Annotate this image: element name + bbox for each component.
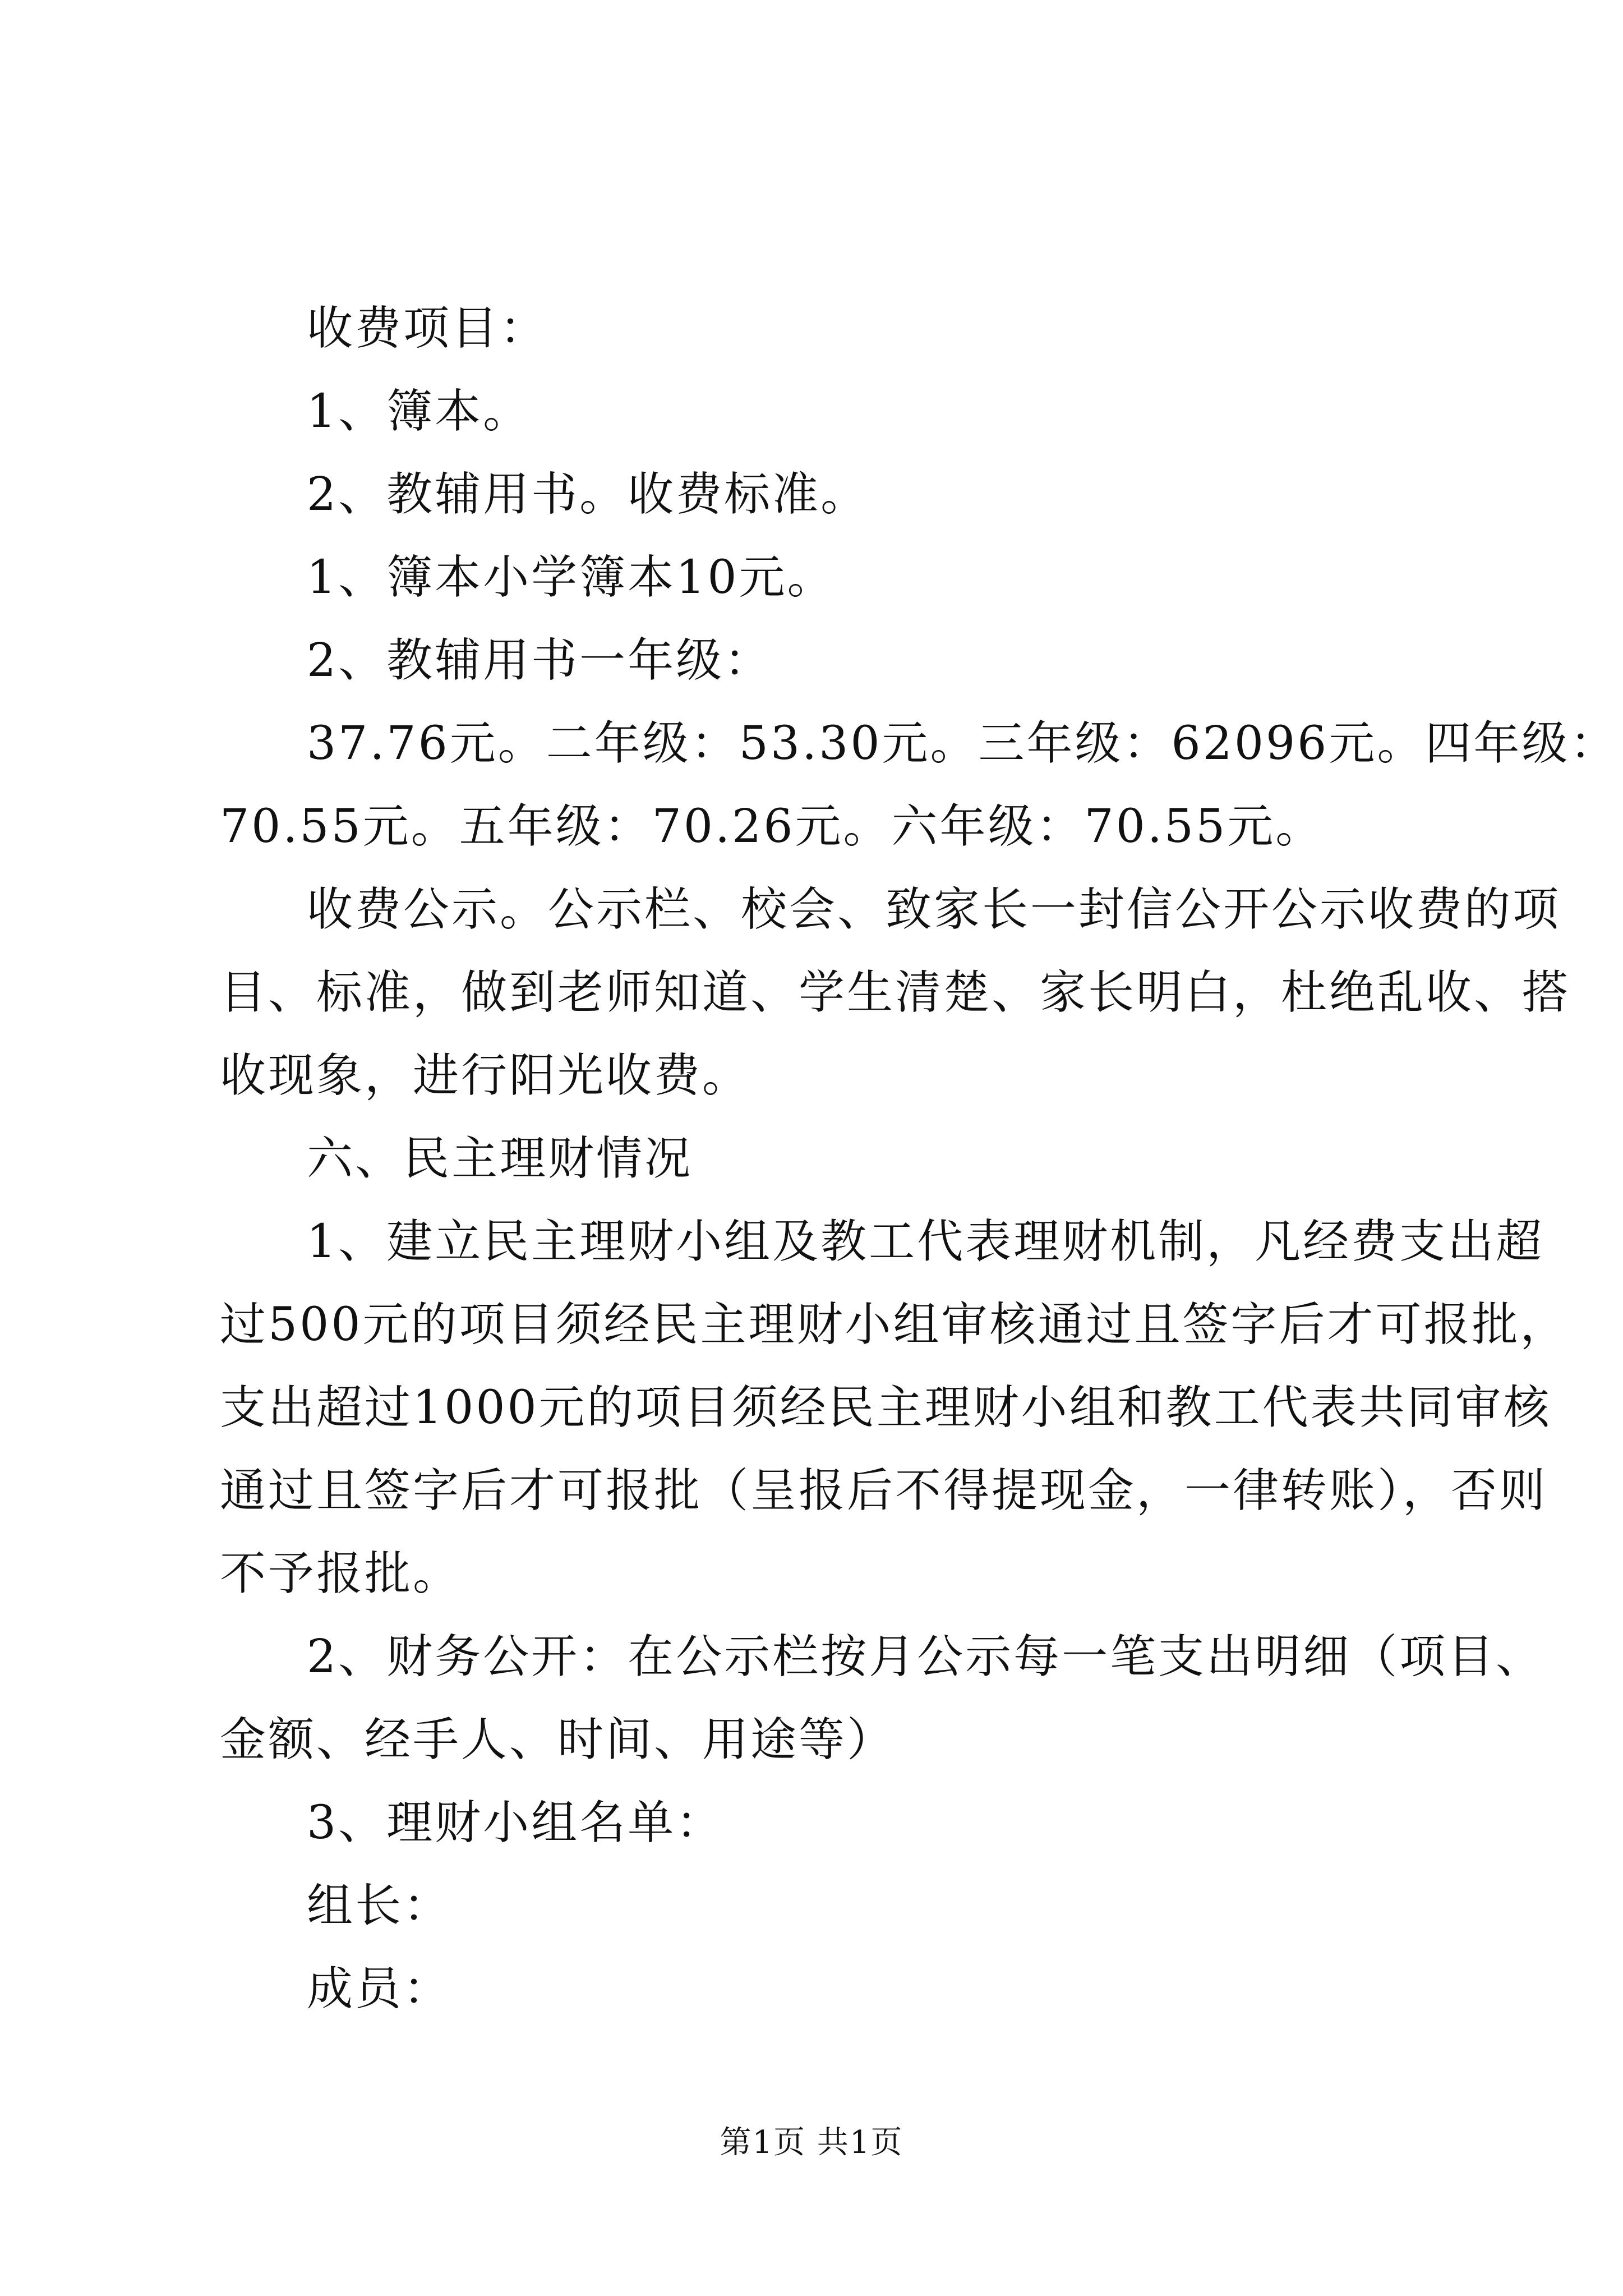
group-members-label: 成员： [307,1962,452,2016]
fee-notice-line-1: 收费公示。公示栏、校会、致家长一封信公开公示收费的项 [307,883,1561,936]
finance-rule-1-line-5: 不予报批。 [220,1547,462,1600]
finance-rule-2-line-1: 2、财务公开：在公示栏按月公示每一笔支出明细（项目、 [307,1630,1544,1683]
fee-item-2: 2、教辅用书。收费标准。 [307,468,869,521]
grade-fees-line-1: 37.76元。二年级：53.30元。三年级：62096元。四年级： [307,717,1619,770]
finance-rule-1-line-1: 1、建立民主理财小组及教工代表理财机制，凡经费支出超 [307,1215,1544,1268]
finance-rule-1-line-2: 过500元的项目须经民主理财小组审核通过且签字后才可报批， [220,1298,1569,1351]
finance-rule-1-line-4: 通过且签字后才可报批（呈报后不得提现金，一律转账），否则 [220,1464,1548,1517]
section-heading-fee-items: 收费项目： [307,302,548,355]
fee-standard-2: 2、教辅用书一年级： [307,634,773,687]
finance-rule-1-line-3: 支出超过1000元的项目须经民主理财小组和教工代表共同审核 [220,1381,1552,1434]
fee-standard-1: 1、簿本小学簿本10元。 [307,551,836,604]
fee-notice-line-2: 目、标准，做到老师知道、学生清楚、家长明白，杜绝乱收、搭 [220,966,1571,1019]
finance-rule-2-line-2: 金额、经手人、时间、用途等） [220,1713,896,1766]
fee-item-1: 1、簿本。 [307,385,532,438]
group-leader-label: 组长： [307,1879,452,1932]
section-heading-finance: 六、民主理财情况 [307,1132,693,1185]
page-number-footer: 第1页 共1页 [720,2124,903,2161]
grade-fees-line-2: 70.55元。五年级：70.26元。六年级：70.55元。 [220,800,1324,853]
finance-group-list-heading: 3、理财小组名单： [307,1796,725,1849]
document-body [220,287,1619,2031]
fee-notice-line-3: 收现象，进行阳光收费。 [220,1049,751,1102]
